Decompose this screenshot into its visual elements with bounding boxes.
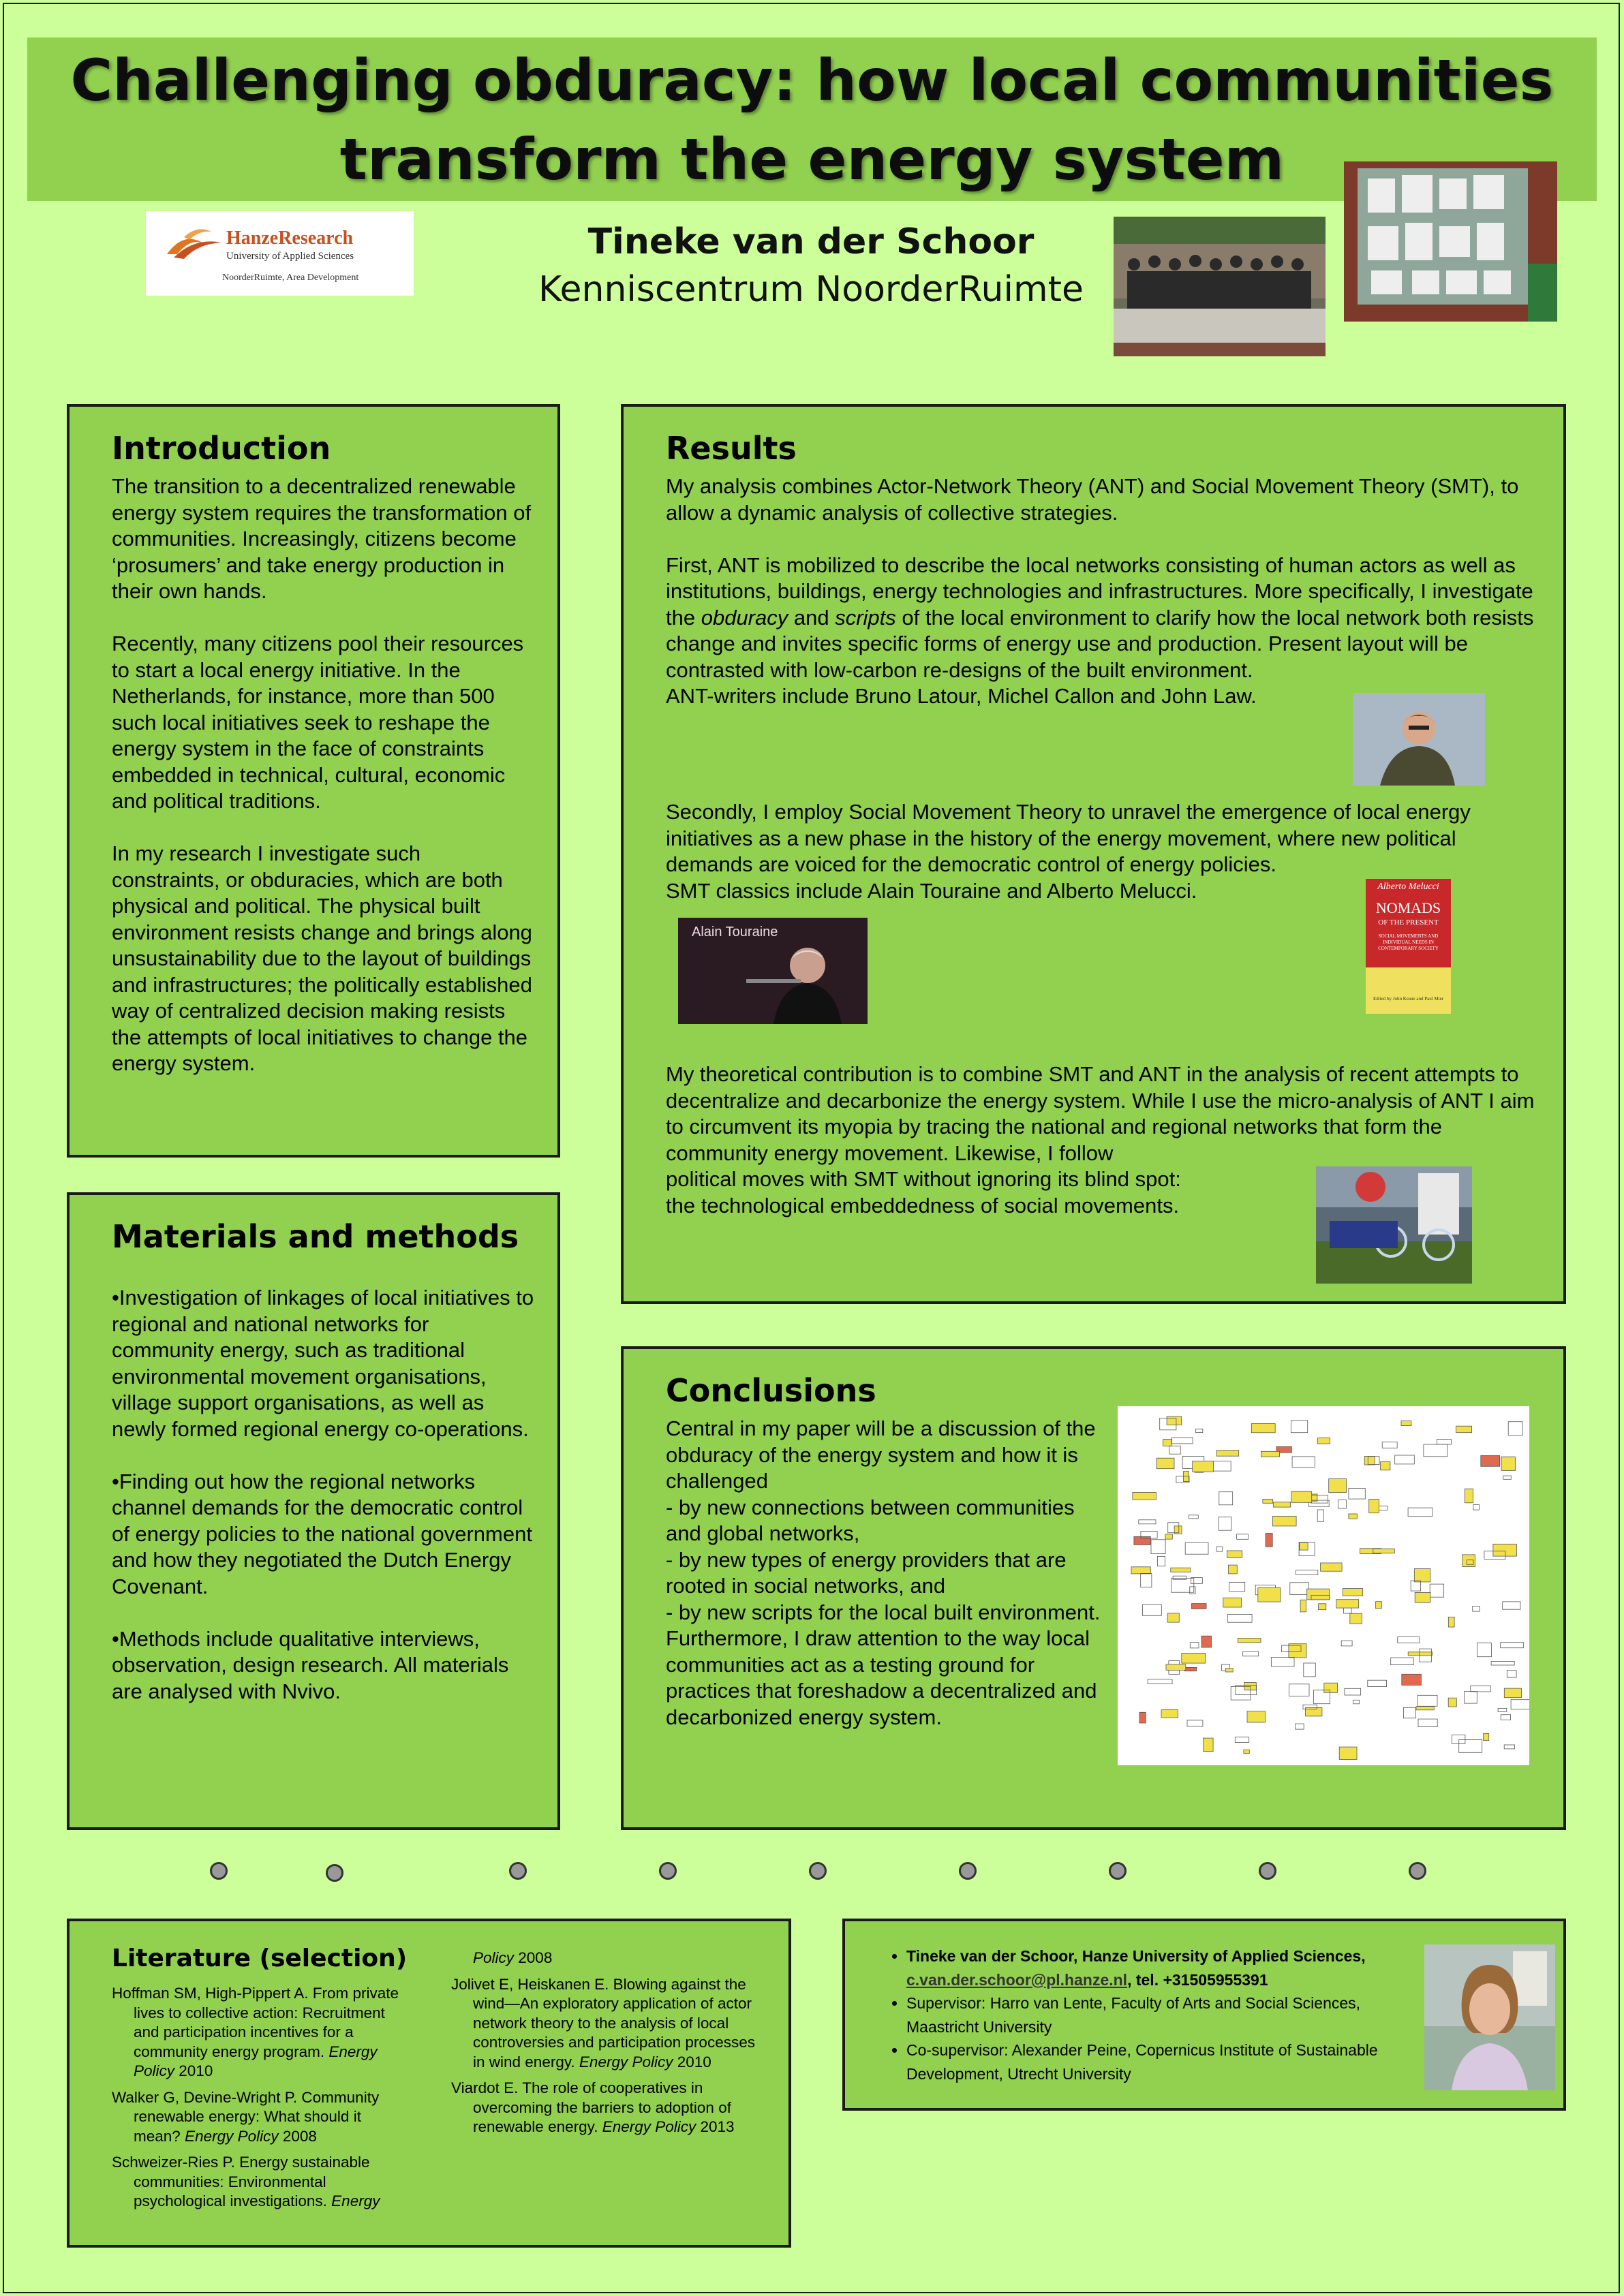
map-building — [1272, 1657, 1294, 1666]
map-building — [1244, 1750, 1249, 1753]
map-building — [1258, 1588, 1281, 1602]
reference-item: Walker G, Devine-Wright P. Community renewable energy: What should it mean? Energy Policy 2008 — [112, 2088, 380, 2145]
map-building — [1216, 1450, 1239, 1457]
introduction-paragraph: The transition to a decentralized renewable energy system requires the transformation of communities. Increasingly, citizens become ‘prosumers’ and take energy production in their own hands. — [112, 474, 532, 603]
map-building — [1261, 1451, 1279, 1457]
results-panel — [621, 404, 1566, 1304]
divider-dot — [809, 1862, 827, 1880]
map-building — [1290, 1583, 1309, 1595]
map-building — [1329, 1479, 1347, 1493]
map-building — [1165, 1534, 1172, 1539]
map-building — [1403, 1707, 1415, 1718]
map-building — [1402, 1674, 1422, 1685]
methods-body — [112, 1285, 534, 1705]
map-building — [1189, 1515, 1199, 1519]
map-building — [1395, 1455, 1415, 1464]
map-building — [1238, 1638, 1261, 1643]
map-building — [1156, 1458, 1174, 1469]
latour-portrait-photo — [1353, 693, 1485, 786]
map-building — [1247, 1711, 1266, 1722]
results-paragraph-3: Secondly, I employ Social Movement Theory to unravel the emergence of local energy initiatives as a new phase in the history of the energy movement, where new political demands are voiced for the democratic control of energy policies. — [666, 800, 1471, 876]
map-building — [1187, 1720, 1203, 1726]
reference-continuation: Policy 2008 — [473, 1949, 553, 1966]
map-building — [1498, 1708, 1507, 1711]
map-building — [1341, 1641, 1352, 1646]
map-building — [1501, 1457, 1515, 1470]
map-building — [1193, 1461, 1214, 1472]
introduction-paragraph: Recently, many citizens pool their resources to start a local energy initiative. In the Netherlands, for instance, more than 500 such local initiatives seek to reshape the energy system in the face of constraints embedded in technical, cultural, economic and political traditions. — [112, 632, 524, 813]
map-building — [1503, 1602, 1520, 1609]
touraine-caption: Alain Touraine — [692, 925, 778, 940]
divider-dot — [1409, 1862, 1426, 1880]
nomads-book-cover — [1366, 879, 1451, 1014]
map-building — [1151, 1540, 1165, 1554]
divider-dot — [210, 1862, 228, 1880]
results-paragraph-4c: the technological embeddedness of social movements. — [666, 1193, 1180, 1217]
map-building — [1415, 1592, 1430, 1602]
map-building — [1300, 1542, 1308, 1550]
map-building — [1382, 1442, 1397, 1448]
results-paragraph-2: First, ANT is mobilized to describe the local networks consisting of human actors as well as institutions, buildings, energy technologies and infrastructures. More specifically, I investigate the obduracy and scripts of the local environment to clarify how the local network both resists change and invites specific forms of energy use and production. Present layout will be contrasted with low-carbon re-designs of the built environment. — [666, 553, 1534, 682]
contact-panel — [842, 1919, 1566, 2111]
map-building — [1223, 1598, 1242, 1607]
map-building — [1171, 1568, 1191, 1572]
contact-cosupervisor: • Co-supervisor: Alexander Peine, Copernicus Institute of Sustainable Development, Utrecht University — [906, 2038, 1411, 2085]
map-building — [1243, 1651, 1259, 1656]
map-building — [1477, 1643, 1492, 1657]
energy-bicycle-photo — [1316, 1166, 1472, 1284]
map-building — [1216, 1547, 1223, 1551]
map-building — [1225, 1669, 1233, 1672]
map-building — [1465, 1489, 1473, 1503]
map-building — [1163, 1440, 1171, 1446]
map-building — [1148, 1679, 1172, 1684]
map-building — [1493, 1544, 1517, 1556]
map-building — [1219, 1517, 1231, 1531]
map-building — [1424, 1444, 1447, 1457]
map-building — [1501, 1643, 1524, 1648]
map-building — [1350, 1613, 1362, 1624]
conclusions-line: Central in my paper will be a discussion of the obduracy of the energy system and how it is challenged — [666, 1416, 1096, 1493]
map-building — [1408, 1508, 1433, 1517]
map-building — [1304, 1663, 1316, 1677]
results-paragraph-4b: political moves with SMT without ignoring its blind spot: — [666, 1167, 1181, 1191]
contact-supervisor: • Supervisor: Harro van Lente, Faculty of Arts and Social Sciences, Maastricht University — [906, 1991, 1411, 2038]
map-building — [1319, 1604, 1326, 1610]
map-building — [1182, 1653, 1206, 1663]
map-building — [1504, 1688, 1521, 1698]
poster-title: Challenging obduracy: how local communities transform the energy system — [70, 47, 1554, 193]
map-building — [1191, 1578, 1203, 1584]
logo-subtitle: University of Applied Sciences — [226, 251, 354, 262]
map-building — [1139, 1520, 1156, 1524]
map-building — [1227, 1614, 1252, 1622]
touraine-photo — [678, 918, 868, 1024]
map-building — [1229, 1565, 1238, 1574]
map-building — [1141, 1573, 1152, 1587]
conclusions-heading: Conclusions — [666, 1372, 876, 1409]
author-portrait-photo — [1424, 1944, 1555, 2090]
map-building — [1508, 1422, 1522, 1436]
conclusions-line: - by new types of energy providers that are rooted in social networks, and — [666, 1547, 1067, 1598]
book-title-line1: NOMADS — [1375, 899, 1441, 916]
map-building — [1473, 1505, 1480, 1510]
map-building — [1504, 1745, 1514, 1749]
map-building — [1291, 1491, 1312, 1502]
map-building — [1343, 1589, 1362, 1596]
map-building — [1133, 1492, 1156, 1500]
map-building — [1418, 1695, 1437, 1706]
literature-panel — [67, 1919, 791, 2248]
introduction-paragraph: In my research I investigate such constraints, or obduracies, which are both physical and political. The physical built environment resists change and brings along unsustainability due to the layout of buildings and infrastructures; the politically established way of centralized decision making resists the attempts of local initiatives to change the energy system. — [112, 841, 532, 1075]
map-building — [1376, 1602, 1382, 1609]
map-building — [1169, 1446, 1181, 1454]
map-building — [1219, 1492, 1233, 1505]
map-building — [1227, 1551, 1242, 1557]
divider-dot — [659, 1862, 677, 1880]
map-building — [1391, 1658, 1414, 1665]
map-building — [1452, 1735, 1465, 1743]
map-building — [1317, 1510, 1323, 1521]
map-building — [1462, 1555, 1475, 1567]
map-building — [1190, 1587, 1195, 1594]
divider-dot — [959, 1862, 977, 1880]
map-building — [1229, 1582, 1245, 1591]
map-building — [1307, 1589, 1330, 1600]
map-building — [1411, 1581, 1420, 1591]
map-building — [1339, 1747, 1357, 1759]
results-ant-writers: ANT-writers include Bruno Latour, Michel Callon and John Law. — [666, 684, 1257, 708]
map-building — [1448, 1617, 1454, 1627]
contact-author: • Tineke van der Schoor, Hanze University of Applied Sciences, c.van.der.schoor@pl.hanze.nl, tel. +31505955391 — [906, 1944, 1411, 1991]
map-building — [1204, 1738, 1214, 1752]
map-building — [1481, 1456, 1500, 1467]
map-building — [1237, 1534, 1248, 1540]
literature-column-2 — [451, 1949, 765, 2144]
methods-bullet: •Methods include qualitative interviews, observation, design research. All materials are analysed with Nvivo. — [112, 1626, 509, 1703]
map-building — [1369, 1500, 1379, 1513]
map-building — [1456, 1426, 1472, 1433]
map-building — [1173, 1576, 1186, 1579]
map-building — [1373, 1549, 1395, 1553]
map-building — [1448, 1698, 1456, 1707]
book-title-line2: OF THE PRESENT — [1378, 918, 1439, 927]
results-paragraph-4: My theoretical contribution is to combine SMT and ANT in the analysis of recent attempts to decentralize and decarbonize the energy system. While I use the micro-analysis of ANT I aim to circumvent its myopia by tracing the national and regional networks that form the community energy movement. Likewise, I follow — [666, 1062, 1535, 1165]
map-building — [1306, 1707, 1322, 1716]
divider-dot — [326, 1864, 343, 1882]
book-author: Alberto Melucci — [1377, 882, 1439, 892]
introduction-heading: Introduction — [112, 430, 331, 467]
built-environment-map — [1118, 1406, 1529, 1765]
map-building — [1353, 1700, 1360, 1704]
reference-item: Jolivet E, Heiskanen E. Blowing against the wind—An exploratory application of actor network theory to the analysis of local controversies and participation processes in wind energy. Energy Policy 2010 — [451, 1975, 755, 2070]
map-building — [1491, 1662, 1514, 1666]
map-building — [1166, 1664, 1186, 1671]
map-building — [1484, 1734, 1489, 1741]
map-building — [1381, 1462, 1390, 1470]
map-building — [1190, 1643, 1199, 1648]
map-building — [1471, 1686, 1491, 1692]
methods-bullet: •Finding out how the regional networks channel demands for the democratic control of energy policies to the national government and how they negotiated the Dutch Energy Covenant. — [112, 1469, 532, 1598]
map-building — [1401, 1421, 1411, 1426]
reference-item: Hoffman SM, High-Pippert A. From private lives to collective action: Recruitment and participation incentives for a community energy program. Energy Policy 2010 — [112, 1985, 399, 2079]
map-building — [1418, 1719, 1437, 1726]
map-building — [1171, 1579, 1194, 1593]
map-building — [1273, 1502, 1290, 1507]
map-building — [1321, 1563, 1343, 1571]
map-building — [1251, 1424, 1275, 1433]
map-building — [1143, 1604, 1162, 1615]
divider-dot — [1259, 1862, 1276, 1880]
map-building — [1501, 1715, 1510, 1720]
map-building — [1414, 1569, 1430, 1582]
map-building — [1318, 1438, 1330, 1444]
map-building — [1292, 1457, 1315, 1468]
results-paragraph-1: My analysis combines Actor-Network Theory (ANT) and Social Movement Theory (SMT), to allow a dynamic analysis of collective strategies. — [666, 474, 1519, 525]
map-building — [1212, 1461, 1231, 1471]
logo-department: NoorderRuimte, Area Development — [222, 273, 359, 283]
conclusions-line: - by new connections between communities and global networks, — [666, 1495, 1075, 1545]
map-building — [1235, 1737, 1248, 1743]
book-subtitle: SOCIAL MOVEMENTS AND INDIVIDUAL NEEDS IN CONTEMPORARY SOCIETY — [1378, 933, 1439, 951]
map-building — [1266, 1534, 1272, 1547]
map-building — [1134, 1536, 1150, 1545]
map-building — [1196, 1429, 1203, 1432]
literature-column-1 — [112, 1984, 412, 2218]
map-building — [1192, 1604, 1207, 1609]
methods-heading: Materials and methods — [112, 1218, 519, 1255]
map-building — [1430, 1584, 1443, 1597]
map-building — [1408, 1652, 1432, 1656]
methods-panel — [67, 1192, 560, 1830]
logo-name: HanzeResearch — [226, 228, 354, 249]
map-building — [1364, 1456, 1375, 1465]
introduction-panel — [67, 404, 560, 1158]
introduction-body — [112, 474, 534, 1077]
map-building — [1507, 1671, 1516, 1678]
map-building — [1349, 1514, 1357, 1519]
map-building — [1416, 1707, 1434, 1710]
divider-dot — [1109, 1862, 1127, 1880]
map-building — [1473, 1607, 1480, 1612]
reference-item: Schweizer-Ries P. Energy sustainable communities: Environmental psychological investigations. Energy — [112, 2154, 380, 2209]
map-building — [1289, 1684, 1309, 1696]
hanze-flame-icon — [164, 223, 225, 264]
map-building — [1184, 1667, 1197, 1671]
literature-heading: Literature (selection) — [112, 1944, 408, 1972]
map-building — [1349, 1489, 1365, 1500]
conclusions-line: - by new scripts for the local built environment. — [666, 1600, 1101, 1624]
map-building — [1167, 1613, 1179, 1622]
map-building — [1131, 1567, 1150, 1574]
results-smt-classics: SMT classics include Alain Touraine and Alberto Melucci. — [666, 878, 1197, 903]
map-building — [1296, 1724, 1304, 1729]
results-heading: Results — [666, 430, 797, 467]
conclusions-line: Furthermore, I draw attention to the way local communities act as a testing ground for practices that foreshadow a decentralized and decarbonized energy system. — [666, 1626, 1097, 1729]
map-building — [1289, 1644, 1306, 1658]
methods-bullet: •Investigation of linkages of local initiatives to regional and national networks for community energy, such as traditional environmental movement organisations, village support organisations, as well as newly formed regional energy co-operations. — [112, 1286, 534, 1441]
map-building — [1345, 1688, 1361, 1695]
hanze-research-logo — [146, 211, 414, 296]
contact-email-link[interactable]: c.van.der.schoor@pl.hanze.nl — [906, 1970, 1128, 1989]
divider-dot — [509, 1862, 527, 1880]
reference-item: Viardot E. The role of cooperatives in overcoming the barriers to adoption of renewable energy. Energy Policy 2013 — [451, 2079, 735, 2135]
map-building — [1273, 1516, 1297, 1526]
map-building — [1161, 1710, 1178, 1718]
book-editors: Edited by John Keane and Paul Mier — [1373, 996, 1444, 1002]
author-name: Tineke van der Schoor — [587, 221, 1035, 262]
map-building — [1437, 1440, 1451, 1445]
map-building — [1167, 1416, 1182, 1425]
map-building — [1300, 1600, 1306, 1612]
map-building — [1171, 1438, 1193, 1444]
map-building — [1324, 1683, 1338, 1692]
group-photo — [1114, 217, 1326, 356]
map-building — [1336, 1600, 1359, 1608]
map-building — [1398, 1637, 1420, 1643]
exhibition-board-photo — [1344, 161, 1557, 322]
institute-name: Kenniscentrum NoorderRuimte — [538, 269, 1084, 310]
map-building — [1296, 1570, 1318, 1575]
map-building — [1291, 1421, 1307, 1433]
map-building — [1139, 1712, 1146, 1723]
map-building — [1185, 1542, 1208, 1554]
map-building — [1368, 1680, 1387, 1686]
map-building — [1459, 1740, 1482, 1753]
map-building — [1201, 1636, 1212, 1647]
contact-list — [886, 1944, 1411, 2085]
map-building — [1465, 1692, 1477, 1704]
map-building — [1511, 1700, 1529, 1709]
map-building — [1338, 1500, 1346, 1508]
map-building — [1263, 1500, 1273, 1504]
conclusions-body — [666, 1416, 1102, 1731]
results-body-1 — [666, 474, 1545, 710]
conclusions-panel — [621, 1346, 1566, 1830]
map-building — [1157, 1556, 1165, 1566]
map-building — [1503, 1476, 1512, 1479]
